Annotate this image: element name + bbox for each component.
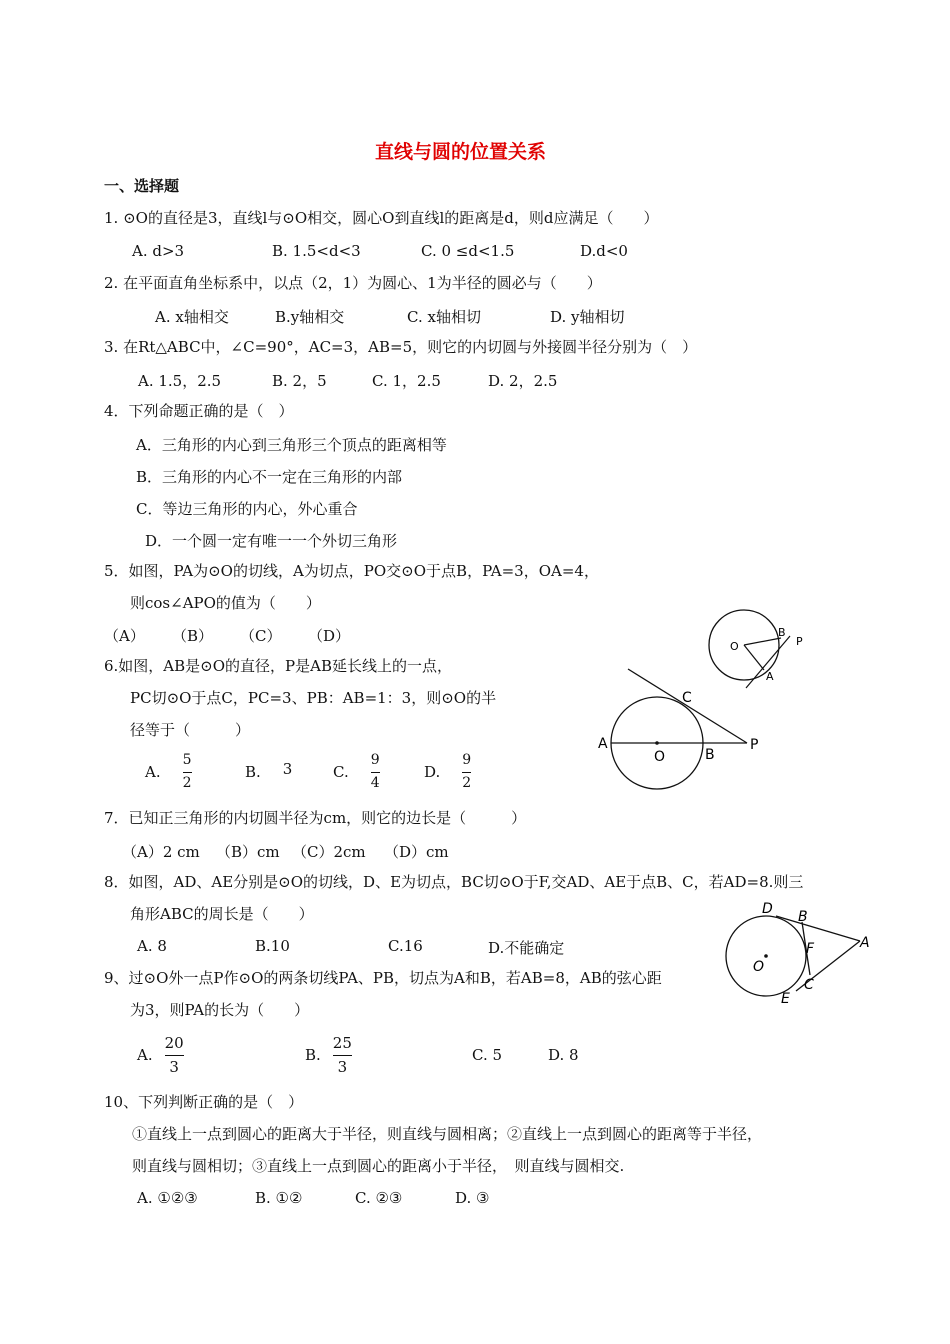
q1-option-b: B. 1.5<d<3 — [272, 242, 361, 260]
q8-center-dot — [764, 954, 768, 958]
q5-option-c: （C） — [240, 627, 282, 645]
question-6-line-1: 6.如图，AB是⊙O的直径，P是AB延长线上的一点， — [104, 657, 452, 675]
q10-option-c: C. ②③ — [355, 1189, 403, 1207]
q9-option-b-letter: B. — [305, 1046, 321, 1064]
q9-option-d: D. 8 — [548, 1046, 579, 1064]
q3-option-a: A. 1.5，2.5 — [138, 372, 222, 390]
q6-a-numerator: 5 — [182, 752, 192, 769]
q6-option-a — [145, 750, 192, 794]
question-2: 2. 在平面直角坐标系中，以点（2，1）为圆心、1为半径的圆必与（ ） — [104, 274, 602, 292]
q9-option-a — [137, 1031, 184, 1079]
q6-option-b — [245, 750, 292, 794]
q6-option-b-value: 3 — [282, 760, 293, 778]
q9-a-denominator: 3 — [169, 1057, 179, 1076]
question-8-line-1: 8．如图，AD、AE分别是⊙O的切线，D、E为切点，BC切⊙O于F,交AD、AE于点B、C，若AD=8.则三 — [104, 873, 804, 891]
q7-option-c: （C）2cm — [292, 843, 366, 861]
q9-option-a-letter: A. — [137, 1046, 153, 1064]
question-6-line-2: PC切⊙O于点C，PC=3、PB：AB=1：3，则⊙O的半 — [130, 689, 497, 707]
q6-c-numerator: 9 — [370, 752, 380, 769]
question-10-body-1: ①直线上一点到圆心的距离大于半径，则直线与圆相离；②直线上一点到圆心的距离等于半径， — [132, 1125, 763, 1143]
question-9-line-2: 为3，则PA的长为（ ） — [130, 1001, 310, 1019]
question-6-line-3: 径等于（ ） — [130, 721, 251, 739]
q2-option-b: B.y轴相交 — [275, 308, 345, 326]
q8-label-f: F — [806, 941, 815, 957]
q2-option-c: C. x轴相切 — [407, 308, 481, 326]
q9-b-numerator: 25 — [332, 1034, 352, 1052]
q6-d-denominator: 2 — [462, 774, 472, 791]
q6-option-c — [333, 750, 380, 794]
q6-option-c-fraction — [371, 753, 380, 791]
q9-option-a-fraction — [165, 1035, 184, 1075]
q4-option-a: A．三角形的内心到三角形三个顶点的距离相等 — [136, 436, 447, 454]
q6-a-denominator: 2 — [182, 774, 192, 791]
page-title: 直线与圆的位置关系 — [375, 141, 547, 163]
question-8-line-2: 角形ABC的周长是（ ） — [130, 905, 314, 923]
q5-label-a: A — [766, 670, 774, 683]
question-5-line-1: 5．如图，PA为⊙O的切线，A为切点，PO交⊙O于点B，PA=3，OA=4， — [104, 562, 599, 580]
q9-option-c: C. 5 — [472, 1046, 503, 1064]
q3-option-d: D. 2，2.5 — [488, 372, 558, 390]
q5-option-b: （B） — [172, 627, 214, 645]
q10-option-a: A. ①②③ — [137, 1189, 198, 1207]
q1-option-c: C. 0 ≤d<1.5 — [421, 242, 515, 260]
q6-option-b-letter: B. — [245, 763, 261, 781]
q10-option-d: D. ③ — [455, 1189, 490, 1207]
q6-label-o: O — [654, 749, 666, 765]
q2-option-d: D. y轴相切 — [550, 308, 625, 326]
q6-d-numerator: 9 — [462, 752, 472, 769]
q8-label-b: B — [798, 909, 808, 925]
q6-tangent-line — [628, 669, 747, 743]
q6-center-dot — [655, 741, 659, 745]
q8-tangent-ad — [776, 916, 860, 941]
q8-label-e: E — [781, 991, 790, 1007]
q3-option-b: B. 2，5 — [272, 372, 327, 390]
q5-option-a: （A） — [104, 627, 145, 645]
q8-label-o: O — [753, 959, 765, 975]
question-1: 1. ⊙O的直径是3，直线l与⊙O相交，圆心O到直线l的距离是d，则d应满足（ ） — [104, 209, 659, 227]
q6-option-a-fraction — [183, 753, 192, 791]
question-4: 4．下列命题正确的是（ ） — [104, 402, 294, 420]
q5-label-p: P — [796, 635, 803, 648]
figure-q6 — [590, 665, 770, 795]
question-3: 3. 在Rt△ABC中，∠C=90°，AC=3，AB=5，则它的内切圆与外接圆半径分别为（ ） — [104, 338, 698, 356]
figure-q8 — [718, 895, 878, 1010]
q3-option-c: C. 1，2.5 — [372, 372, 441, 390]
q5-label-b: B — [778, 626, 786, 639]
q5-line-op — [744, 638, 781, 645]
q6-option-d-fraction — [462, 753, 471, 791]
q9-option-b — [305, 1031, 352, 1079]
q2-option-a: A. x轴相交 — [155, 308, 229, 326]
section-heading: 一、选择题 — [104, 177, 180, 195]
q1-option-d: D.d<0 — [580, 242, 628, 260]
q8-option-b: B.10 — [255, 937, 290, 955]
q6-label-a: A — [598, 736, 608, 752]
q7-option-b: （B）cm — [216, 843, 280, 861]
q6-option-a-letter: A. — [145, 763, 161, 781]
q6-label-c: C — [682, 690, 692, 706]
q8-option-c: C.16 — [388, 937, 423, 955]
q8-label-a: A — [860, 935, 870, 951]
q8-option-a: A. 8 — [137, 937, 167, 955]
q6-label-b: B — [705, 747, 715, 763]
q9-b-denominator: 3 — [337, 1057, 348, 1076]
question-10: 10、下列判断正确的是（ ） — [104, 1093, 304, 1111]
q7-option-d: （D）cm — [384, 843, 449, 861]
q9-a-numerator: 20 — [164, 1034, 184, 1052]
question-7: 7．已知正三角形的内切圆半径为cm，则它的边长是（ ） — [104, 809, 527, 827]
q6-option-d — [424, 750, 471, 794]
q8-label-c: C — [804, 977, 814, 993]
q5-label-o: O — [730, 640, 739, 653]
q6-option-c-letter: C. — [333, 763, 349, 781]
q5-option-d: （D） — [308, 627, 351, 645]
question-9-line-1: 9、过⊙O外一点P作⊙O的两条切线PA、PB，切点为A和B，若AB=8，AB的弦心距 — [104, 969, 662, 987]
q6-label-p: P — [750, 737, 759, 753]
q4-option-d: D．一个圆一定有唯一一个外切三角形 — [145, 532, 398, 550]
q1-option-a: A. d>3 — [132, 242, 185, 260]
q4-option-c: C．等边三角形的内心，外心重合 — [136, 500, 358, 518]
q7-option-a: （A）2 cm — [122, 843, 200, 861]
q9-option-b-fraction — [333, 1035, 352, 1075]
q4-option-b: B．三角形的内心不一定在三角形的内部 — [136, 468, 403, 486]
q10-option-b: B. ①② — [255, 1189, 303, 1207]
q6-c-denominator: 4 — [370, 774, 380, 791]
q8-label-d: D — [762, 901, 773, 917]
q6-option-d-letter: D. — [424, 763, 441, 781]
question-10-body-2: 则直线与圆相切；③直线上一点到圆心的距离小于半径， 则直线与圆相交. — [132, 1157, 625, 1175]
q8-option-d: D.不能确定 — [488, 939, 565, 957]
question-5-line-2: 则cos∠APO的值为（ ） — [130, 594, 321, 612]
